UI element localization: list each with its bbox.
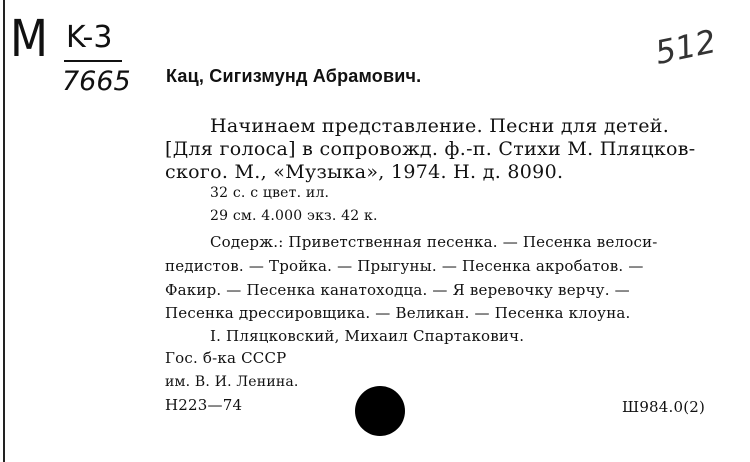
- handwritten-inventory-number: 7665: [62, 66, 131, 97]
- handwritten-corner-note: 512: [651, 22, 720, 72]
- punch-hole: [355, 386, 405, 436]
- library-line: Гос. б-ка СССР: [165, 349, 287, 367]
- added-entry: I. Пляцковский, Михаил Спартакович.: [210, 327, 525, 345]
- author-heading: Кац, Сигизмунд Абрамович.: [166, 66, 422, 86]
- contents-line: Содерж.: Приветственная песенка. — Песенка велоси-: [210, 233, 658, 251]
- contents-line: педистов. — Тройка. — Прыгуны. — Песенка акробатов. —: [165, 257, 644, 275]
- library-line: им. В. И. Ленина.: [165, 374, 299, 390]
- title-line: ского. М., «Музыка», 1974. Н. д. 8090.: [165, 161, 564, 183]
- handwritten-shelf-code: K-3: [66, 20, 113, 55]
- handwritten-collection-mark: M: [10, 10, 48, 69]
- contents-line: Факир. — Песенка канатоходца. — Я веревочку верчу. —: [165, 281, 630, 299]
- title-line: [Для голоса] в сопровожд. ф.-п. Стихи М. Пляцков-: [165, 138, 696, 160]
- title-line: Начинаем представление. Песни для детей.: [210, 115, 670, 137]
- shelf-code-underline: [64, 60, 122, 62]
- contents-line: Песенка дрессировщика. — Великан. — Песенка клоуна.: [165, 304, 631, 322]
- pages-note: 32 с. с цвет. ил.: [210, 185, 330, 201]
- card-number: Н223—74: [165, 396, 243, 414]
- size-copies-price: 29 см. 4.000 экз. 42 к.: [210, 208, 378, 224]
- left-edge-line: [3, 0, 5, 462]
- classification-code: Ш984.0(2): [622, 398, 706, 416]
